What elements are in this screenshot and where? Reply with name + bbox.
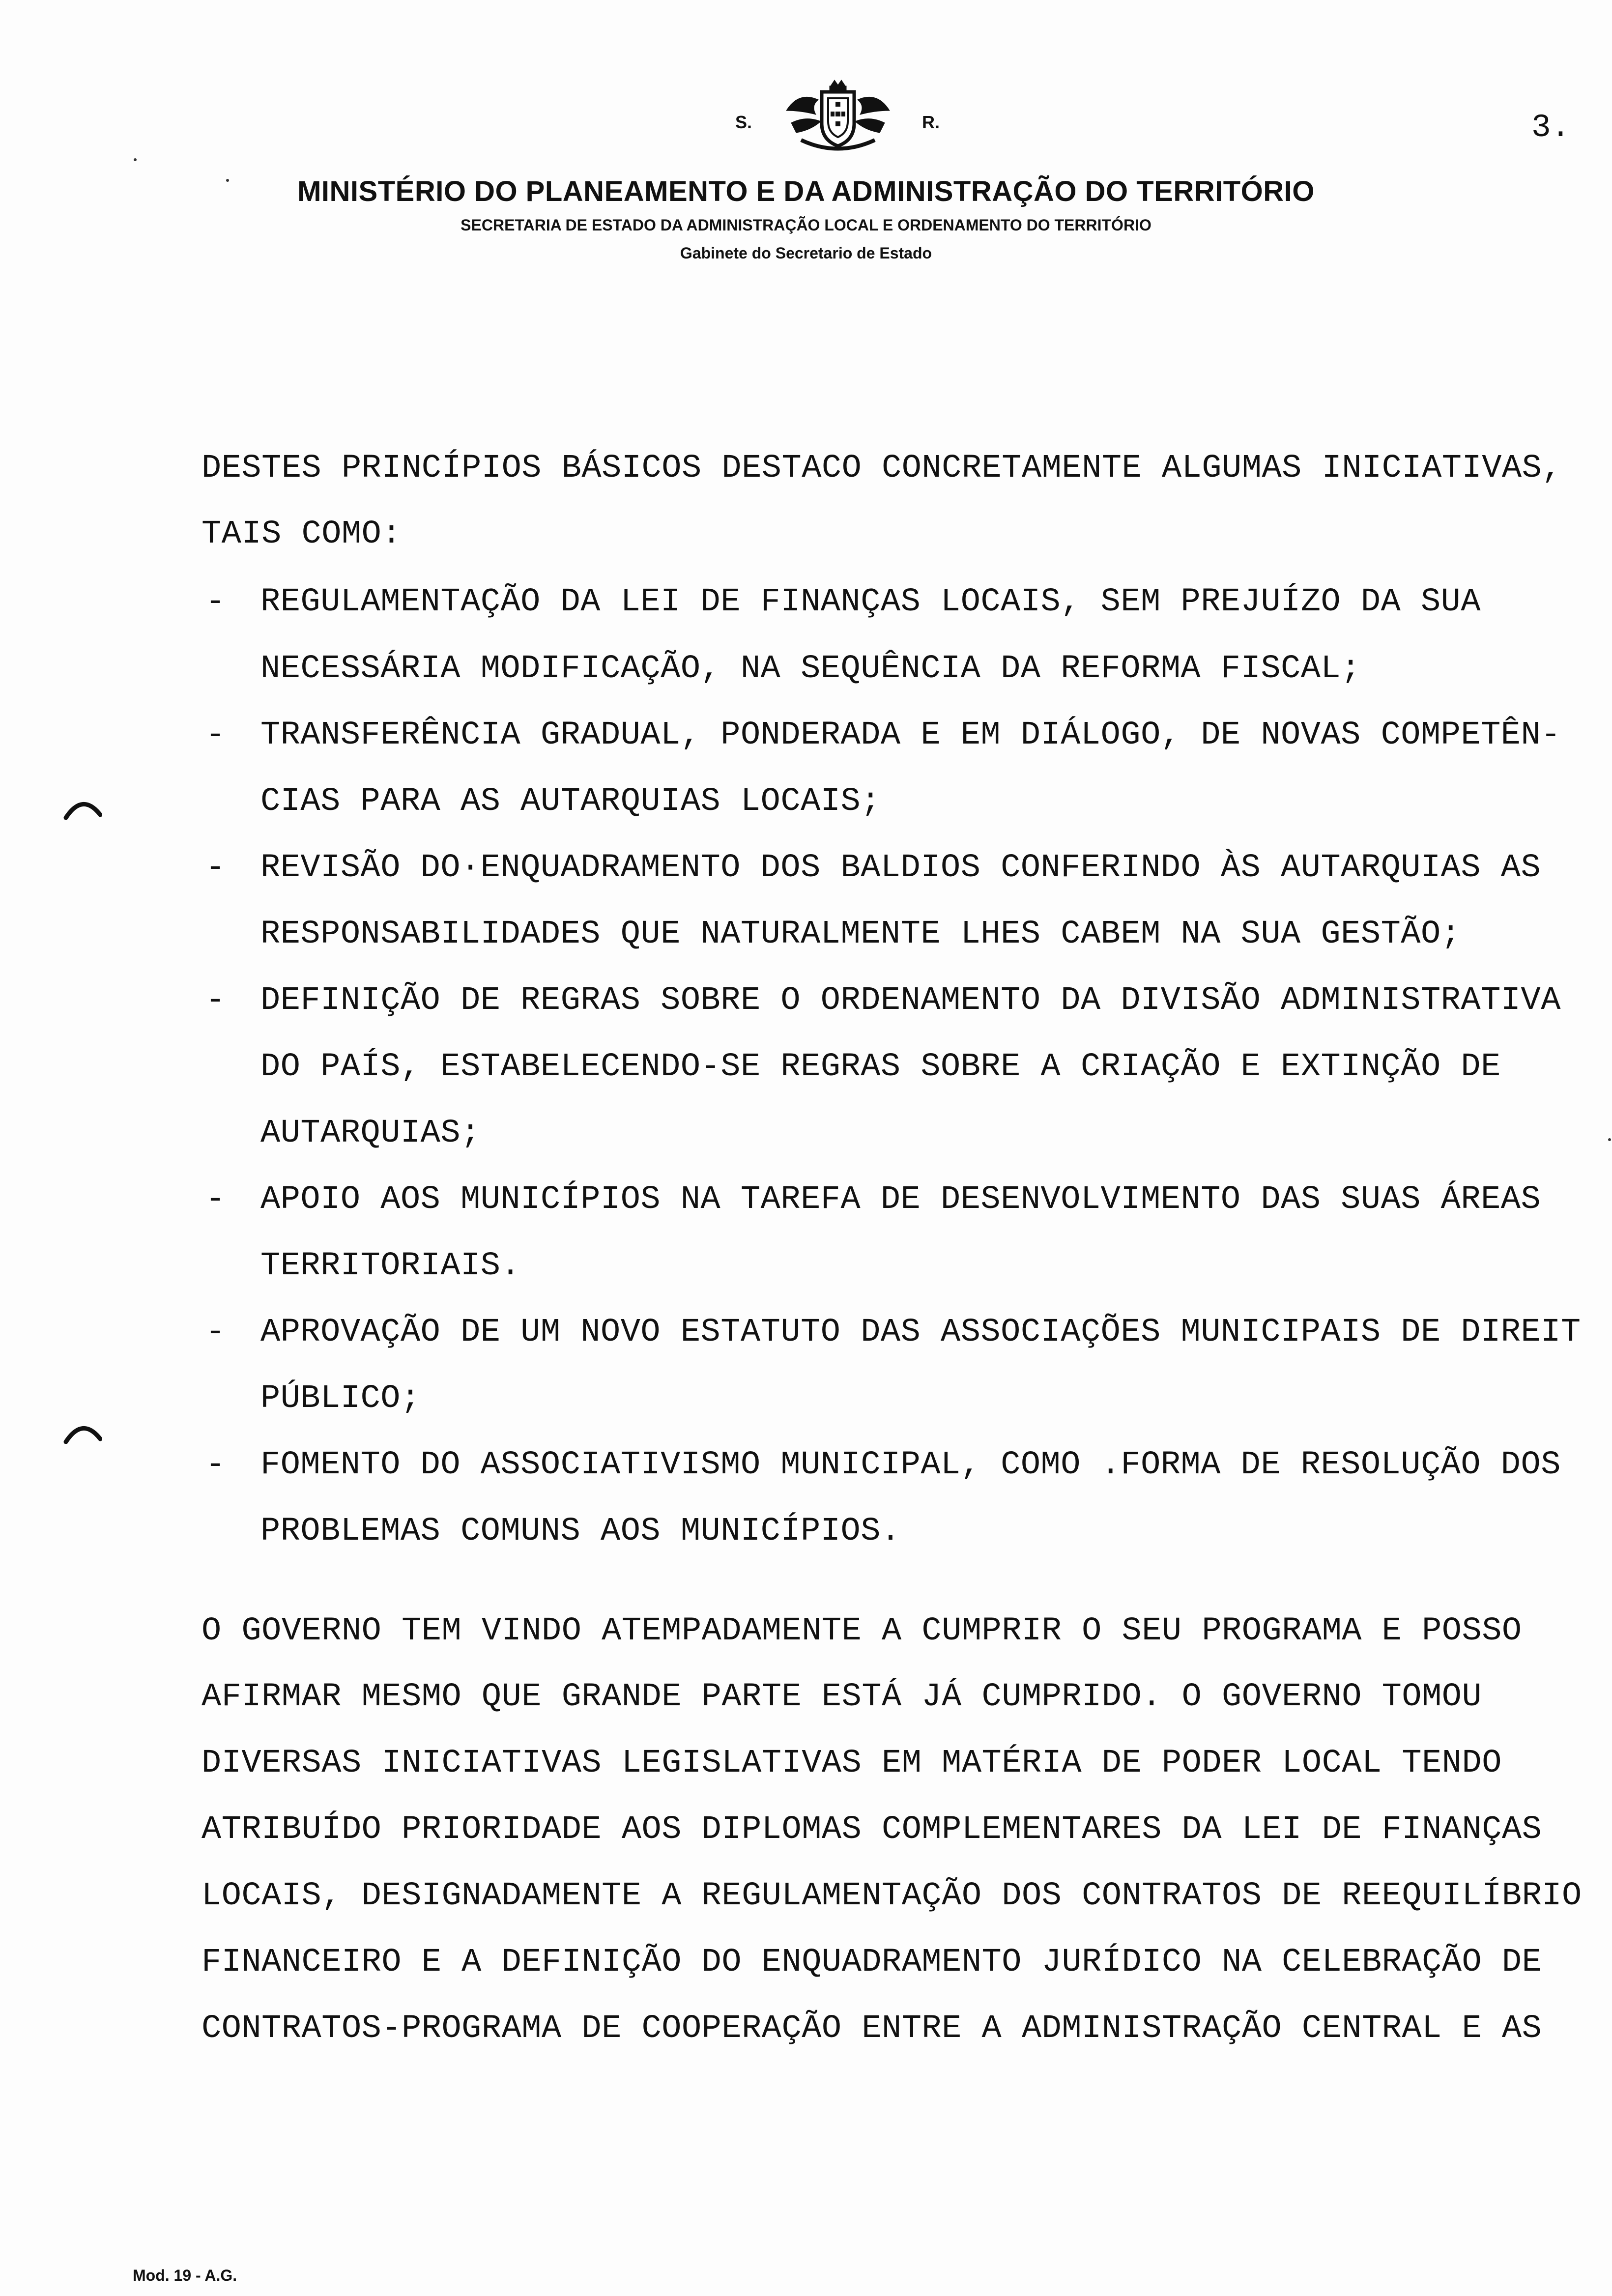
bullet-dash: - bbox=[205, 982, 226, 1019]
bullet-line: REGULAMENTAÇÃO DA LEI DE FINANÇAS LOCAIS, SEM PREJUÍZO DA SUA bbox=[260, 583, 1481, 621]
paragraph-line: CONTRATOS-PROGRAMA DE COOPERAÇÃO ENTRE A ADMINISTRAÇÃO CENTRAL E AS bbox=[202, 2010, 1542, 2047]
header-letter-s: S. bbox=[735, 112, 752, 132]
header-letter-r: R. bbox=[922, 112, 940, 132]
bullet-line: PROBLEMAS COMUNS AOS MUNICÍPIOS. bbox=[260, 1513, 901, 1550]
paragraph-line: LOCAIS, DESIGNADAMENTE A REGULAMENTAÇÃO DOS CONTRATOS DE REEQUILÍBRIO bbox=[202, 1877, 1582, 1915]
paragraph-line: FINANCEIRO E A DEFINIÇÃO DO ENQUADRAMENTO JURÍDICO NA CELEBRAÇÃO DE bbox=[202, 1944, 1542, 1981]
bullet-line: NECESSÁRIA MODIFICAÇÃO, NA SEQUÊNCIA DA REFORMA FISCAL; bbox=[260, 650, 1361, 688]
punch-hole-mark bbox=[63, 795, 102, 820]
scan-speck bbox=[134, 158, 137, 161]
paragraph-line: DIVERSAS INICIATIVAS LEGISLATIVAS EM MATÉRIA DE PODER LOCAL TENDO bbox=[202, 1745, 1502, 1782]
bullet-line: REVISÃO DO·ENQUADRAMENTO DOS BALDIOS CONFERINDO ÀS AUTARQUIAS AS bbox=[260, 849, 1541, 887]
intro-line: DESTES PRINCÍPIOS BÁSICOS DESTACO CONCRETAMENTE ALGUMAS INICIATIVAS, bbox=[202, 450, 1562, 487]
ministry-title: MINISTÉRIO DO PLANEAMENTO E DA ADMINISTRAÇÃO DO TERRITÓRIO bbox=[297, 175, 1315, 207]
bullet-line: DO PAÍS, ESTABELECENDO-SE REGRAS SOBRE A CRIAÇÃO E EXTINÇÃO DE bbox=[260, 1048, 1501, 1086]
scan-speck bbox=[1608, 1138, 1611, 1141]
scan-speck bbox=[226, 179, 229, 182]
bullet-line: FOMENTO DO ASSOCIATIVISMO MUNICIPAL, COMO .FORMA DE RESOLUÇÃO DOS bbox=[260, 1446, 1561, 1484]
bullet-line: DEFINIÇÃO DE REGRAS SOBRE O ORDENAMENTO DA DIVISÃO ADMINISTRATIVA bbox=[260, 982, 1561, 1019]
bullet-dash: - bbox=[205, 1181, 226, 1218]
bullet-line: CIAS PARA AS AUTARQUIAS LOCAIS; bbox=[260, 783, 881, 820]
bullet-dash: - bbox=[205, 1446, 226, 1484]
paragraph-line: ATRIBUÍDO PRIORIDADE AOS DIPLOMAS COMPLEMENTARES DA LEI DE FINANÇAS bbox=[202, 1811, 1542, 1848]
bullet-dash: - bbox=[205, 583, 226, 621]
bullet-line: TRANSFERÊNCIA GRADUAL, PONDERADA E EM DIÁLOGO, DE NOVAS COMPETÊN- bbox=[260, 717, 1561, 754]
bullet-line: APOIO AOS MUNICÍPIOS NA TAREFA DE DESENVOLVIMENTO DAS SUAS ÁREAS bbox=[260, 1181, 1541, 1218]
punch-hole-mark bbox=[63, 1419, 102, 1444]
bullet-dash: - bbox=[205, 1314, 226, 1351]
form-model-footer: Mod. 19 - A.G. bbox=[133, 2267, 237, 2284]
intro-line: TAIS COMO: bbox=[202, 516, 402, 553]
bullet-line: PÚBLICO; bbox=[260, 1380, 421, 1417]
bullet-line: RESPONSABILIDADES QUE NATURALMENTE LHES CABEM NA SUA GESTÃO; bbox=[260, 916, 1461, 953]
paragraph-line: AFIRMAR MESMO QUE GRANDE PARTE ESTÁ JÁ CUMPRIDO. O GOVERNO TOMOU bbox=[202, 1678, 1482, 1716]
bullet-line: TERRITORIAIS. bbox=[260, 1247, 521, 1285]
bullet-dash: - bbox=[205, 849, 226, 887]
bullet-line: APROVAÇÃO DE UM NOVO ESTATUTO DAS ASSOCIAÇÕES MUNICIPAIS DE DIREIT bbox=[260, 1314, 1581, 1351]
bullet-line: AUTARQUIAS; bbox=[260, 1115, 481, 1152]
paragraph-line: O GOVERNO TEM VINDO ATEMPADAMENTE A CUMPRIR O SEU PROGRAMA E POSSO bbox=[202, 1612, 1522, 1650]
page-number: 3. bbox=[1531, 109, 1571, 146]
bullet-dash: - bbox=[205, 717, 226, 754]
secretaria-subtitle: SECRETARIA DE ESTADO DA ADMINISTRAÇÃO LOCAL E ORDENAMENTO DO TERRITÓRIO bbox=[461, 216, 1151, 234]
gabinete-line: Gabinete do Secretario de Estado bbox=[680, 244, 932, 262]
